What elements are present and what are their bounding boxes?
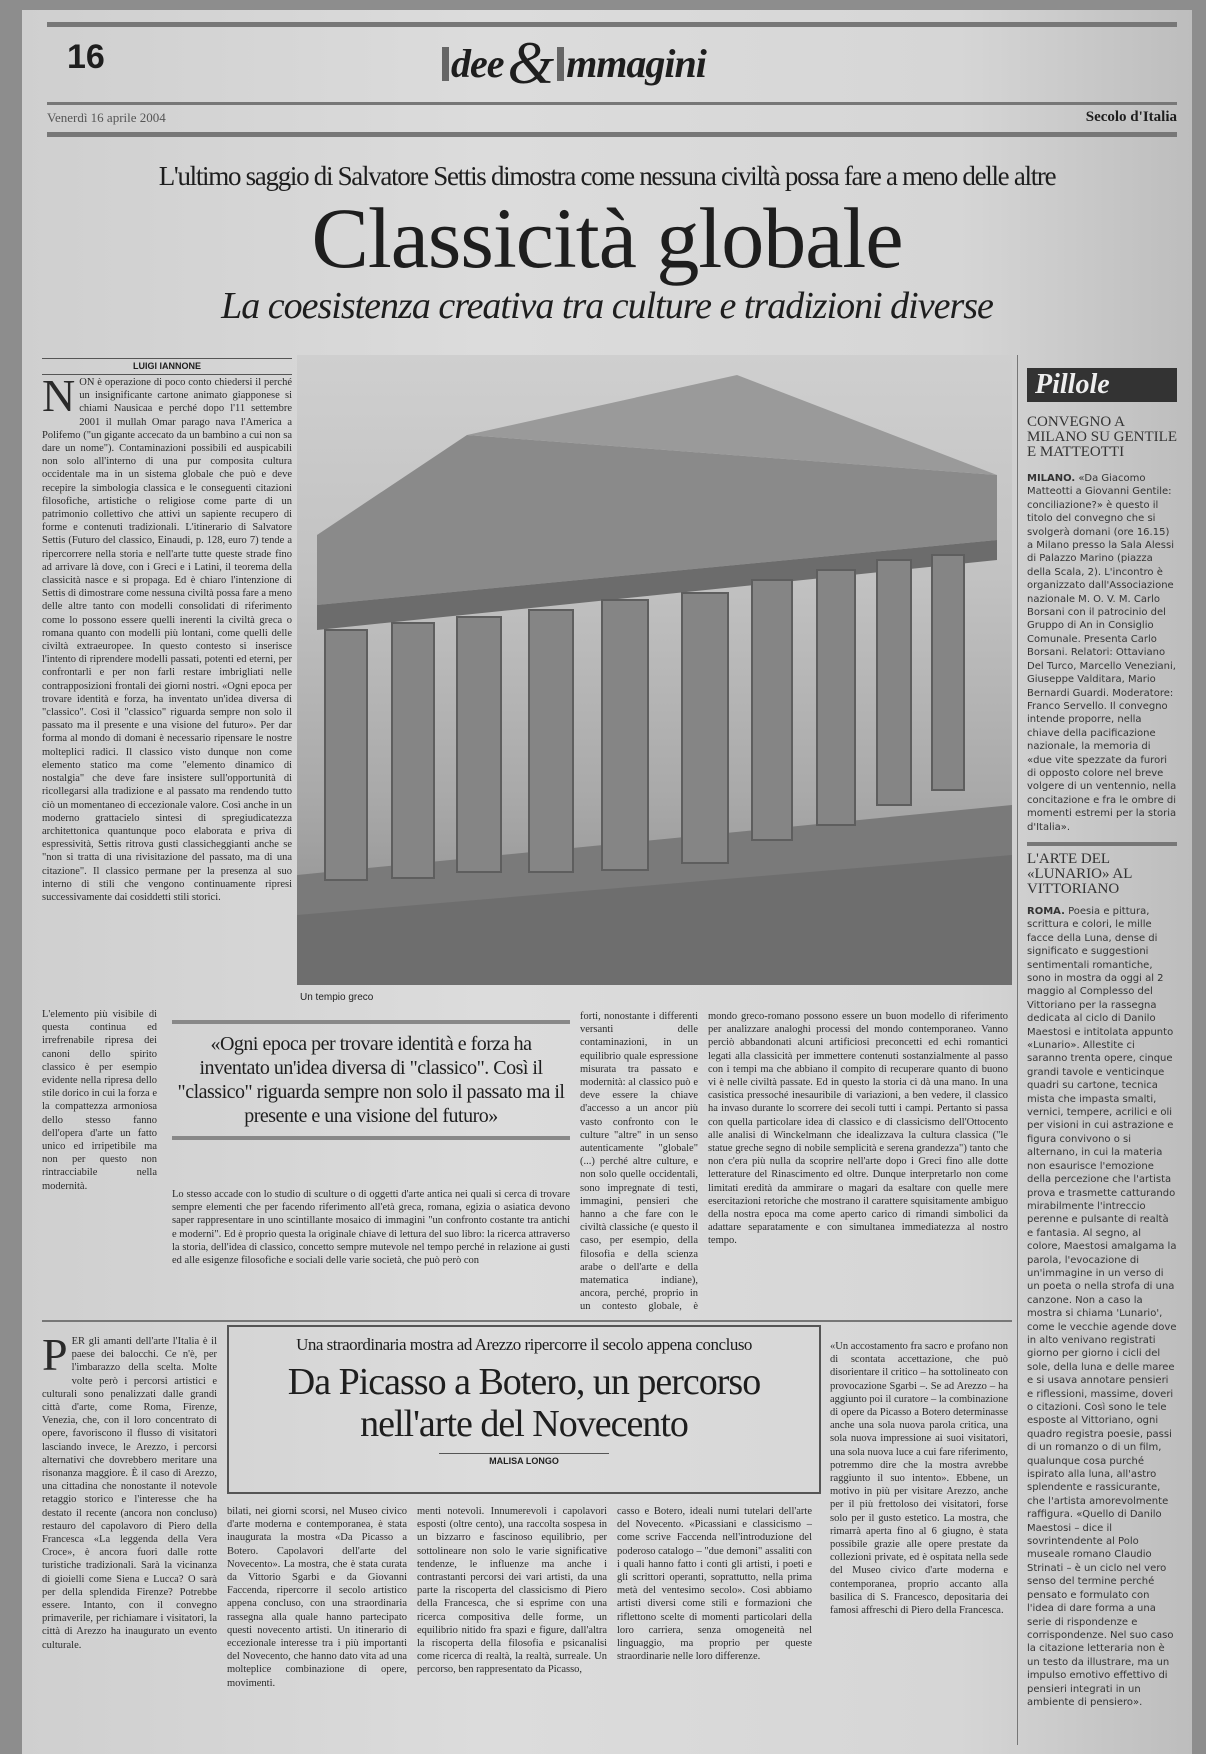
- main-article-column-right: mondo greco-romano possono essere un buon modello di riferimento per analizzare analoghi processi del mondo contemporaneo. Vanno perciò abbandonati alcuni artificiosi preconcetti ed echi romantici legati alla classicità per immettere contenuti sostanzialmente al passo con i tempi ma che abbiano il compito di recuperare quanto di buono vi è nelle civiltà passate. Ed in questo la storia ci dà una mano. In una casistica pressoché inesauribile di variazioni, a ben vedere, il classico ha invaso durante lo scorrere dei secoli tutti i campi. Pertanto si passa con quella particolare idea di classico e di classicismo dell'Ottocento alle analisi di Winckelmann che idealizzava la cultura classica ("le statue greche segno di nobile semplicità e serena grandezza") tanto che non c'era più nulla da scoprire nell'arte dopo i Greci fino alle dotte letterature del Rinascimento ed oltre. Dunque interpretarlo non come limitati eredità da ammirare o magari da esaltare con quelle mere esercitazioni retoriche che mostrano il carattere squisitamente ambiguo della nostra epoca ma come aperto carico di rimandi simbolici da adattare separatamente e con simultanea immediatezza al nostro tempo.: [708, 1011, 1008, 1247]
- main-article-column-mid: forti, nonostante i differenti versanti delle contaminazioni, in un equilibrio quale espressione misurata tra passato e modernità: al classico può e deve essere la chiave d'accesso a un ancor più vasto confronto con le culture "altre" in un senso autenticamente "globale" (...) perché altre culture, e non solo quelle occidentali, sono impregnate di testi, immagini, pensieri che hanno a che fare con le civiltà classiche (e questo il caso, per esempio, della filosofia e della scienza arabe o dell'arte e della matematica indiane), ancora, perché, proprio in un contesto globale, è: [580, 1011, 698, 1313]
- sidebar: [1027, 368, 1177, 1744]
- main-kicker: L'ultimo saggio di Salvatore Settis dimostra come nessuna civiltà possa fare a meno delle altre: [158, 161, 1056, 191]
- dateline: ROMA.: [1027, 905, 1065, 917]
- masthead-word-1: dee: [451, 41, 504, 86]
- article-separator: [42, 1320, 1012, 1322]
- header-rule: [47, 102, 1177, 105]
- main-subhead: La coesistenza creativa tra culture e tradizioni diverse: [221, 285, 993, 327]
- drop-cap: P: [42, 1335, 68, 1380]
- main-byline: LUIGI IANNONE: [42, 358, 292, 375]
- sidebar-body: «Da Giacomo Matteotti a Giovanni Gentile: conciliazione?» è questo il titolo del convegno che si svolgerà domani (ore 16.15) a Milano presso la Sala Alessi di Palazzo Marino (piazza della Scala, 2). L'incontro è organizzato dall'Associazione nazionale M. O. V. M. Carlo Borsani con il patrocinio del Gruppo di An in Consiglio Comunale. Presenta Carlo Borsani. Relatori: Ottaviano Del Turco, Marcello Veneziani, Giuseppe Valditara, Mario Bernardi Guardi. Moderatore: Franco Servello. Il convegno intende proporre, nella chiave della pacificazione nazionale, la memoria di «due vite spezzate da furori di opposto colore nel breve volgere di un ventennio, nella concitazione e fra le ombre di momenti estremi per la storia d'Italia».: [1027, 473, 1177, 833]
- sidebar-item-title: L'ARTE DEL «LUNARIO» AL VITTORIANO: [1027, 850, 1132, 897]
- issue-date: Venerdì 16 aprile 2004: [47, 110, 166, 125]
- main-article-column-1: [42, 376, 292, 983]
- newspaper-page: [22, 10, 1192, 1754]
- sidebar-title: illole: [1052, 369, 1110, 400]
- second-article-headline-box: [227, 1325, 821, 1494]
- masthead-word-2: mmagini: [566, 41, 706, 86]
- masthead-bar-icon: [557, 47, 564, 81]
- sidebar-body: Poesia e pittura, scrittura e colori, le mille facce della Luna, dense di significato e suggestioni sentimentali romantiche, sono in mostra da oggi al 2 maggio al Complesso del Vittoriano per la rassegna dedicata al ciclo di Danilo Maestosi e intitolata appunto «Lunario». Allestite ci saranno trenta opere, cinque grandi tavole e venticinque quadri su cartone, tecnica mista che impasta smalti, vernici, tempere, acrilici e oli per visioni in cui astrazione e figura convivono o si alternano, in cui la materia non esaurisce l'emozione della percezione che l'artista prova e trasmette catturando mirabilmente l'intreccio perenne e pulsante di realtà e fantasia. Al segno, al colore, Maestosi amalgama la parola, l'evocazione di un'immagine in un verso di un poeta o nella strofa di una canzone. Non a caso la mostra si chiama 'Lunario', come le vecchie agende dove in alto venivano registrati giorno per giorno i cicli del sole, della luna e delle maree e si usava annotare pensieri e riflessioni, massime, doveri o citazioni. Così sono le tele esposte al Vittoriano, ogni quadro registra poesie, passi di un romanzo o di un film, qualunque cosa purché ispirato alla luna, all'astro splendente e rassicurante, che l'artista amorevolmente raffigura. «Quello di Danilo Maestosi – dice il sovrintendente al Polo museale romano Claudio Strinati – è un ciclo nel vero senso del termine perché pensato e formulato con l'idea di dare forma a una serie di rispondenze e corrispondenze. Nel suo caso la citazione letteraria non è un testo da illustrare, ma un impulso emotivo effettivo di pensieri integrati in un ambiente di pensiero».: [1027, 905, 1177, 1708]
- second-kicker: Una straordinaria mostra ad Arezzo ripercorre il secolo appena concluso: [296, 1335, 752, 1354]
- second-article-column-2: bilati, nei giorni scorsi, nel Museo civico d'arte moderna e contemporanea, è stata inaugurata la mostra «Da Picasso a Botero. Capolavori dell'arte del Novecento». La mostra, che è stata curata da Vittorio Sgarbi e da Giovanni Faccenda, ripercorre il secolo artistico appena concluso, con una straordinaria rassegna alla quale hanno partecipato questi novecento artisti. Un itinerario di eccezionale interesse tra i più importanti del Novecento, che hanno dato vita ad una molteplice combinazione di opere, movimenti.: [227, 1506, 407, 1689]
- main-headline: Classicità globale: [311, 190, 903, 286]
- pull-quote: «Ogni epoca per trovare identità e forza ha inventato un'idea diversa di "classico". Così il "classico" riguarda sempre non solo il passato ma il presente e una visione del futuro»: [172, 1020, 570, 1140]
- drop-cap: N: [42, 376, 76, 421]
- sidebar-header: [1027, 368, 1177, 402]
- top-rule: [47, 22, 1177, 27]
- second-headline: Da Picasso a Botero, un percorso nell'arte del Novecento: [287, 1361, 761, 1445]
- column-text: ON è operazione di poco conto chiedersi il perché un insignificante cartone animato giapponese si chiami Nausicaa e perché dopo l'11 settembre 2001 il mullah Omar parago nava l'America a Polifemo ("un gigante accecato da un bambino a cui non sa dare un nome"). Contaminazioni possibili ed auspicabili non solo all'interno di una pur composita cultura occidentale ma in un sistema globale che può e deve recepire la simbologia classica e le conseguenti citazioni filosofiche, artistiche o religiose come parte di un patrimonio collettivo che attivi un sapiente recupero di forme e contenuti tradizionali. L'itinerario di Salvatore Settis (Futuro del classico, Einaudi, p. 128, euro 7) tende a ripercorrere nella storia e nell'arte tutte queste strade fino ad arrivare là dove, con i Greci e i Latini, il teorema della classicità nasce e si propaga. Ed è chiaro l'intenzione di Settis di dimostrare come nessuna civiltà possa fare a meno delle altre tanto con modelli consolidati di riferimento come lo possono essere quelli inerenti la civiltà greca o romana quanto con modelli più lontani, come quelli delle civiltà extraeuropee. In questo contesto si inserisce l'intento di riprendere modelli passati, potenti ed eterni, per confrontarli e per non farli restare imbrigliati nelle contrapposizioni frontali dei giorni nostri. «Ogni epoca per trovare identità e forza, ha inventato un'idea diversa di "classico". Così il "classico" riguarda sempre non solo il passato ma il presente e una visione del futuro». Per dar forma al mondo di domani è necessario ripensare le nostre molteplici radici. Il classico visto dunque non come elemento statico ma come "elemento dinamico di nostalgia" che deve fare insistere sull'opportunità di ricollegarsi alla tradizione e al passato ma rendendo tutto ciò un momentaneo di eccezionale valore. Così anche in un moderno grattacielo sintesi di spregiudicatezza architettonica quantunque poco elaborata e priva di espressività, Settis ritrova gusti classicheggianti anche se "non si tratta di una rivisitazione del passato, ma di una citazione". Il classico permane per la presenza al suo interno di stili che vengono continuamente ripresi successivamente dai cosiddetti stili storici.: [42, 377, 292, 903]
- second-article-column-3: menti notevoli. Innumerevoli i capolavori esposti (oltre cento), una raccolta sospesa in un bizzarro e fascinoso equilibrio, per sottolineare non solo le varie significative tendenze, le influenze ma anche i contrastanti percorsi dei vari artisti, da una parte la riscoperta del classicismo di Piero della Francesca, che si esprime con una ricerca compositiva delle forme, un equilibrio nitido fra spazi e figure, dall'altra la riscoperta della filosofia e psicanalisi come ricerca di realtà, la realtà, surreale. Un percorso, ben rappresentato da Picasso,: [417, 1506, 607, 1676]
- temple-photo: [297, 355, 1012, 985]
- dateline: MILANO.: [1027, 473, 1076, 484]
- column-text: ER gli amanti dell'arte l'Italia è il paese dei balocchi. Ce n'è, per l'imbarazzo della scelta. Molte volte però i percorsi artistici e culturali sono penalizzati dalle grandi città d'arte, come Roma, Firenze, Venezia, che, con il loro concentrato di opere, favoriscono il flusso di visitatori lasciando invece, le Arezzo, i percorsi alternativi che dovrebbero meritare una risonanza maggiore. È il caso di Arezzo, una cittadina che nonostante il notevole retaggio storico e l'interesse che ha destato il recente (ancora non concluso) restauro del capolavoro di Piero della Francesca «La leggenda della Vera Croce», è ancora fuori dalle rotte turistiche tradizionali. Sarà la vicinanza di gioielli come Siena e Lucca? O sarà per della splendida Firenze? Potrebbe essere. Intanto, con il convegno primaverile, per richiamare i visitatori, la città di Arezzo ha inaugurato un evento culturale.: [42, 1336, 217, 1651]
- masthead-bar-icon: [442, 47, 449, 81]
- sidebar-item-text: [1027, 905, 1177, 1744]
- main-article-column-1b: L'elemento più visibile di questa continua ed irrefrenabile ripresa dei canoni dello spirito classico è per esempio evidente nella ripresa dello stile dorico in cui la forza e la compattezza armoniosa dello stesso fanno dell'opera d'arte un fatto unico ed irripetibile ma non per questo non rintracciabile nella modernità.: [42, 1009, 157, 1192]
- newspaper-name: Secolo d'Italia: [1085, 109, 1177, 125]
- second-article-column-1: [42, 1335, 217, 1744]
- sidebar-divider: [1027, 842, 1177, 846]
- page-number: 16: [67, 38, 105, 76]
- greek-temple-image: [297, 355, 1012, 985]
- main-title-block: [32, 160, 1182, 328]
- second-byline: MALISA LONGO: [439, 1453, 609, 1467]
- header-rule-bottom: [47, 132, 1177, 137]
- masthead-ampersand: &: [507, 30, 554, 96]
- sidebar-item-text: [1027, 472, 1177, 834]
- second-article-column-4: casso e Botero, ideali numi tutelari dell'arte del Novecento. «Picassiani e classicismo – come scrive Faccenda nell'introduzione del poderoso catalogo – "due demoni" assaliti con i quali hanno fatto i conti gli artisti, i poeti e gli scrittori operanti, soprattutto, nella prima metà del ventesimo secolo». Così abbiamo artisti diversi come stili e formazioni che riflettono scelte di momenti particolari della loro carriera, senza omogeneità nel linguaggio, ma proprio per queste straordinarie nelle loro differenze.: [617, 1506, 812, 1663]
- photo-caption: Un tempio greco: [300, 992, 374, 1003]
- second-article-column-5: «Un accostamento fra sacro e profano non di scontata accettazione, che può disorientare il critico – ha sottolineato con provocazione Sgarbi –. Se ad Arezzo – ha aggiunto poi il curatore – la combinazione di opere da Picasso a Botero determinasse anche una sola nuova parola critica, una sola nuova impressione ai suoi visitatori, una sola nuova luce a cui fare riferimento, potremmo dire che la mostra avrebbe raggiunto il suo intento». Ebbene, un motivo in più per visitare Arezzo, anche per il più frettoloso dei visitatori, forse solo per il gusto estetico. La mostra, che rimarrà aperta fino al 6 giugno, è stata possibile grazie alle opere prestate da collezioni private, ed è ospitata nella sede del Museo civico d'arte moderna e contemporanea, proprio accanto alla basilica di S. Francesco, depositaria dei famosi affreschi di Piero della Francesca.: [830, 1341, 1008, 1617]
- main-article-bottom-1: Lo stesso accade con lo studio di sculture o di oggetti d'arte antica nei quali si cerca di trovare sempre elementi che per facendo riferimento all'età greca, romana, egizia o asiatica devono saper rappresentare in uno scintillante mosaico di immagini "un confronto costante tra antichi e moderni". Ed è proprio questa la originale chiave di lettura del suo libro: la ricerca attraverso la storia, dell'idea di classico, concetto sempre mutevole nel tempo perché in relazione ai gusti ed alle esigenze filosofiche e sociali delle varie società, che può però con: [172, 1189, 570, 1267]
- sidebar-item-title: CONVEGNO A MILANO SU GENTILE E MATTEOTTI: [1027, 414, 1177, 460]
- column-divider: [1017, 355, 1018, 1745]
- section-masthead: [442, 30, 706, 97]
- sidebar-title-initial: P: [1035, 369, 1053, 400]
